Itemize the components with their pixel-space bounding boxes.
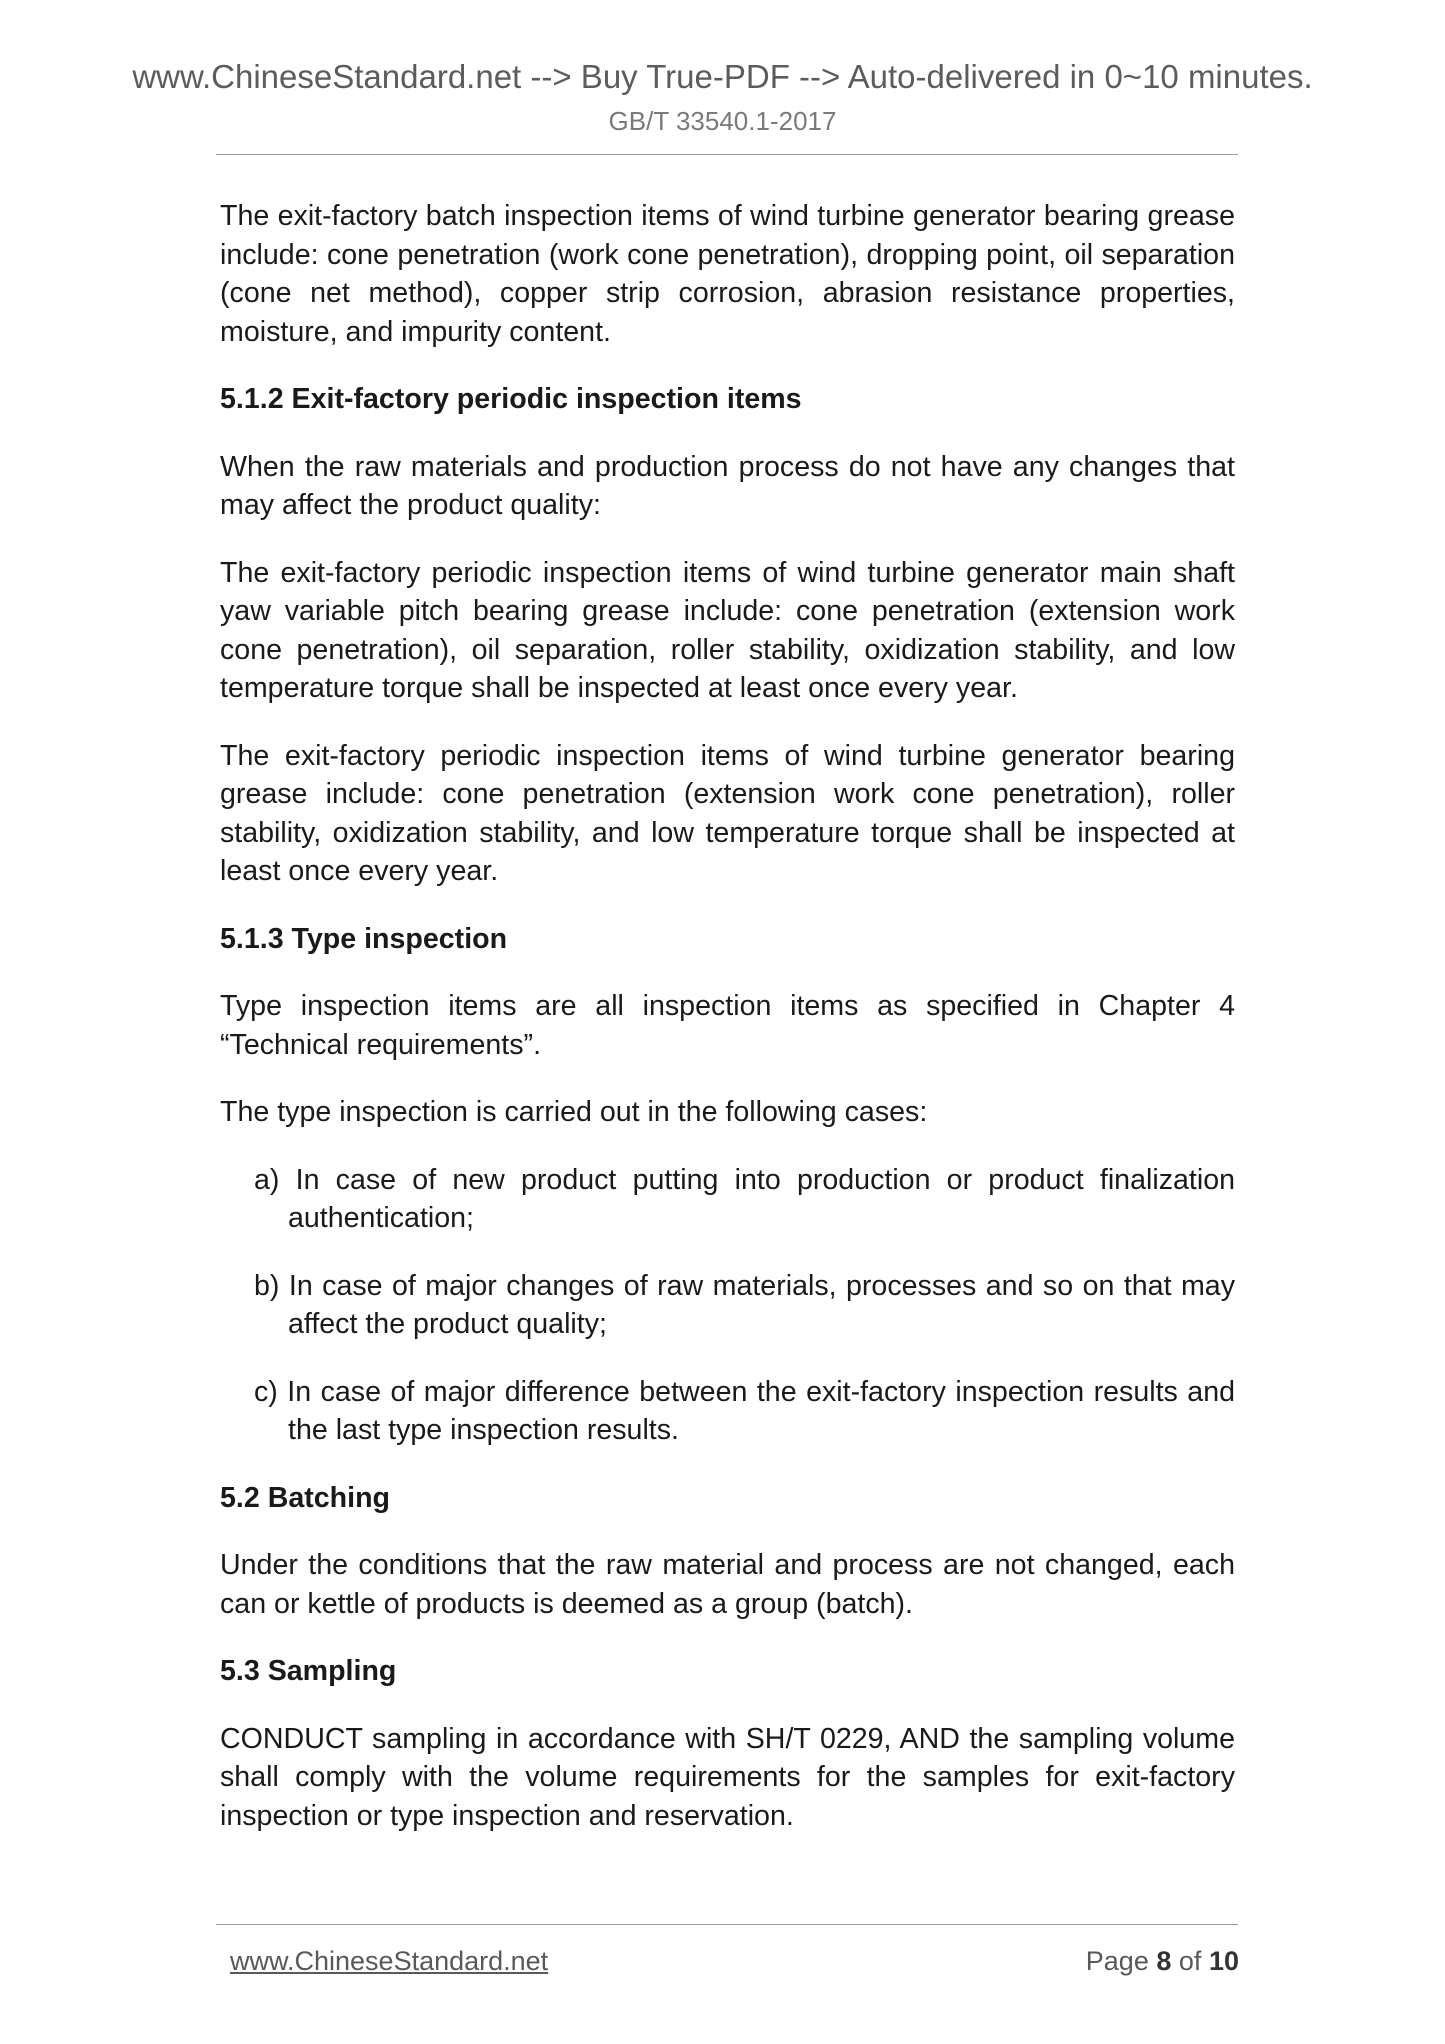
paragraph-main-shaft-periodic-items: The exit-factory periodic inspection items of wind turbine generator main shaft yaw variable pitch bearing grease include: cone penetration (extension work cone penetration), oil separation, roller stability, oxidization stability, and low temperature torque shall be inspected at least once every year. xyxy=(220,556,1235,704)
list-item: c) In case of major difference between the exit-factory inspection results and the last type inspection results. xyxy=(254,1375,1235,1446)
paragraph-periodic-conditions: When the raw materials and production process do not have any changes that may affect the product quality: xyxy=(220,450,1235,521)
page-current: 8 xyxy=(1156,1946,1172,1976)
header-banner: www.ChineseStandard.net --> Buy True-PDF --> Auto-delivered in 0~10 minutes. xyxy=(132,58,1313,95)
page-of: of xyxy=(1178,1946,1202,1976)
list-item: b) In case of major changes of raw materials, processes and so on that may affect the product quality; xyxy=(254,1269,1235,1340)
paragraph-type-inspection-cases-intro: The type inspection is carried out in the following cases: xyxy=(220,1096,928,1128)
page-total: 10 xyxy=(1208,1946,1239,1976)
page-number xyxy=(1086,1946,1239,1977)
paragraph-batch-inspection-items: The exit-factory batch inspection items of wind turbine generator bearing grease include: cone penetration (work cone penetration), dropping point, oil separation (cone net method), copper strip corrosion, abrasion resistance properties, moisture, and impurity content. xyxy=(220,200,1235,348)
paragraph-bearing-periodic-items: The exit-factory periodic inspection items of wind turbine generator bearing grease include: cone penetration (extension work cone penetration), roller stability, oxidization stability, and low temperature torque shall be inspected at least once every year. xyxy=(220,739,1235,887)
standard-id: GB/T 33540.1-2017 xyxy=(608,106,837,136)
footer-website-link[interactable]: www.ChineseStandard.net xyxy=(230,1946,549,1976)
heading-5-1-2: 5.1.2 Exit-factory periodic inspection items xyxy=(220,383,802,415)
header-divider xyxy=(216,154,1238,155)
page-body xyxy=(220,197,1235,1864)
heading-5-1-3: 5.1.3 Type inspection xyxy=(220,922,508,955)
footer-divider xyxy=(216,1924,1238,1925)
paragraph-batching: Under the conditions that the raw material and process are not changed, each can or kettle of products is deemed as a group (batch). xyxy=(220,1549,1235,1620)
heading-5-3: 5.3 Sampling xyxy=(220,1655,397,1687)
paragraph-type-inspection-items: Type inspection items are all inspection items as specified in Chapter 4 “Technical requirements”. xyxy=(220,990,1235,1061)
paragraph-sampling: CONDUCT sampling in accordance with SH/T 0229, AND the sampling volume shall comply with the volume requirements for the samples for exit-factory inspection or type inspection and reservation. xyxy=(220,1722,1235,1832)
list-item: a) In case of new product putting into production or product finalization authentication; xyxy=(254,1163,1235,1234)
page-word: Page xyxy=(1085,1946,1149,1976)
heading-5-2: 5.2 Batching xyxy=(220,1481,391,1514)
